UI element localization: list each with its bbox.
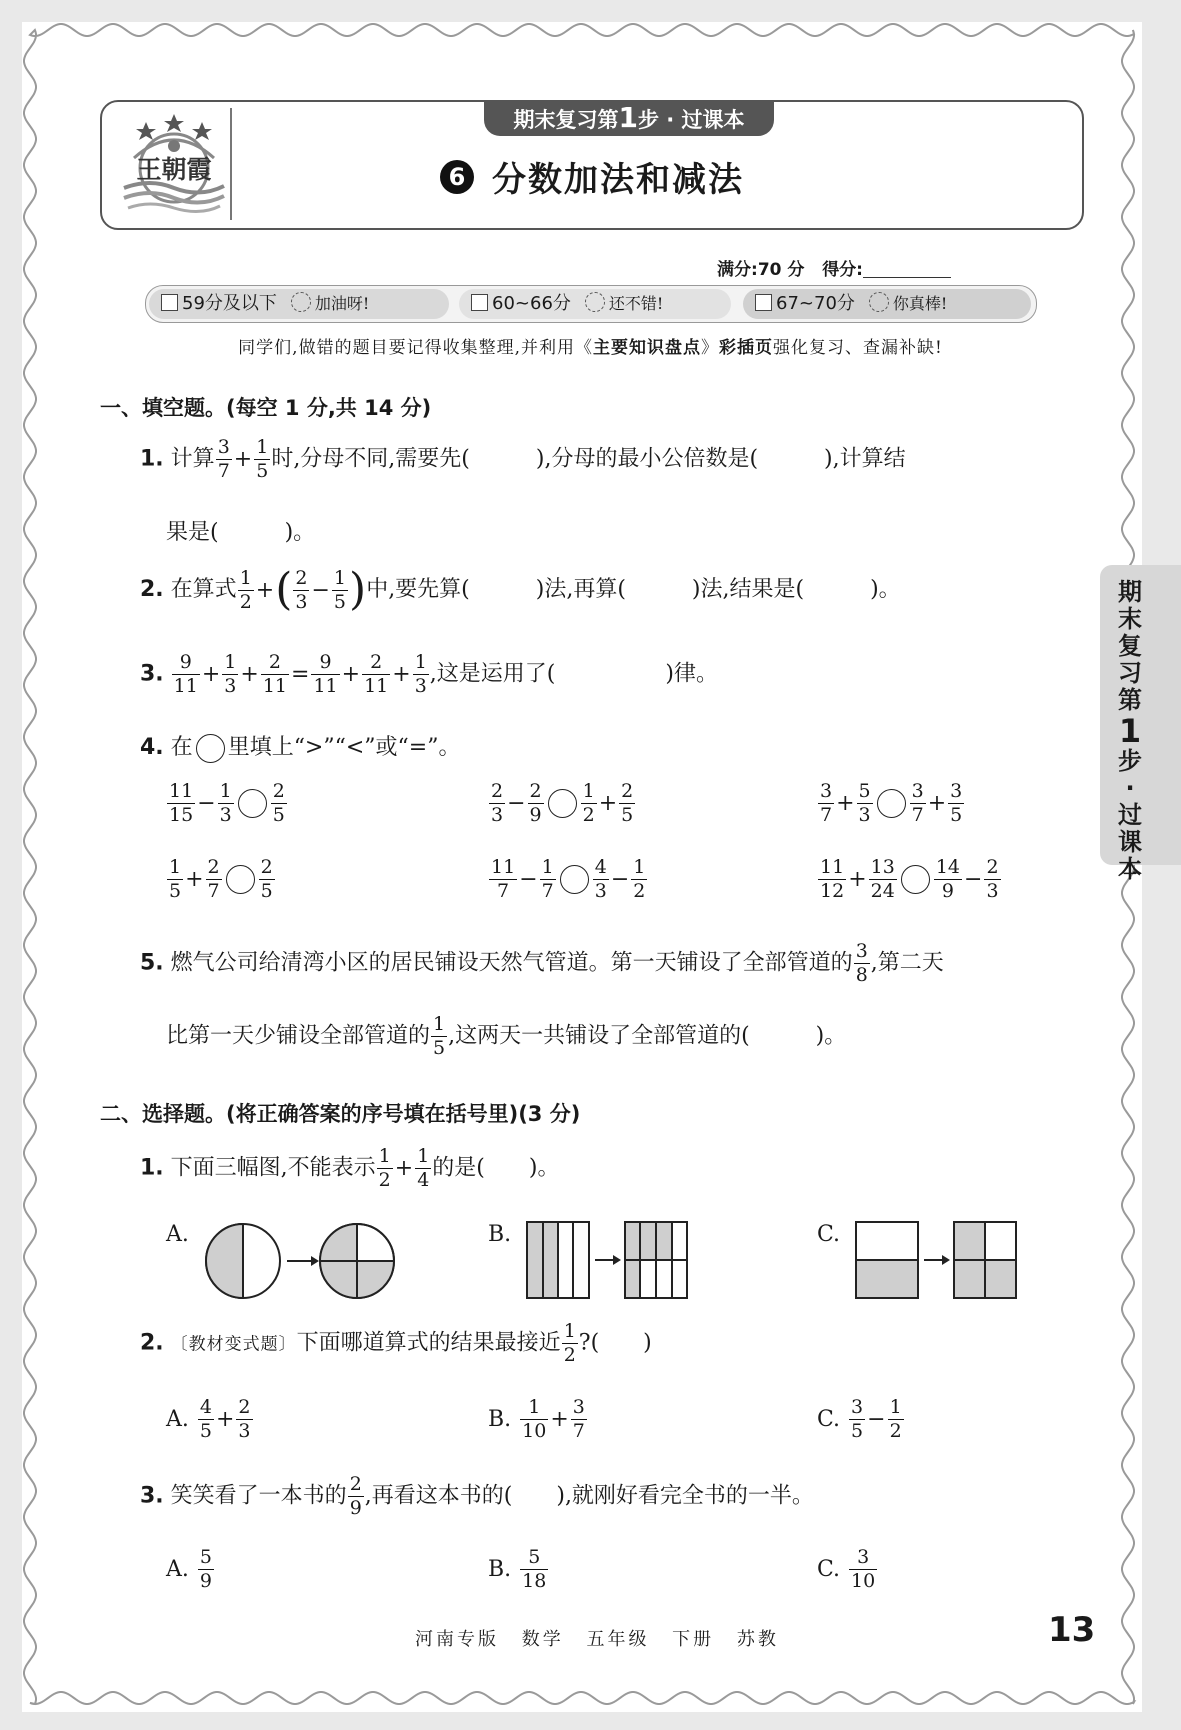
side-tab-review-step: [1100, 565, 1181, 883]
question-2-1: 1. 下面三幅图,不能表示 $\frac{1}{2}$ + $\frac{1}{4}$ 的是( )。: [140, 1145, 560, 1191]
side-tab-text: 期 末 复 习 第 1 步 · 过 课 本: [1118, 578, 1142, 883]
chapter-number-badge: 6: [440, 160, 474, 194]
answer-circle[interactable]: [226, 865, 255, 894]
question-1-5: 5. 燃气公司给清湾小区的居民铺设天然气管道。第一天铺设了全部管道的 $\frac{3}{8}$ ,第二天: [140, 940, 944, 986]
question-1-4: 4. 在 里填上“>”“<”或“=”。: [140, 730, 460, 763]
self-rating-bar: [145, 285, 1037, 323]
rating-low: 59分及以下 加油呀!: [149, 289, 449, 319]
rating-high: 67~70分 你真棒!: [743, 289, 1031, 319]
answer-circle[interactable]: [877, 789, 906, 818]
section-choice-title: 二、选择题。(将正确答案的序号填在括号里)(3 分): [100, 1102, 581, 1126]
q2-2-option-b[interactable]: B. $\frac{1}{10}$ + $\frac{3}{7}$: [488, 1396, 585, 1442]
answer-circle[interactable]: [548, 789, 577, 818]
chapter-header: [100, 100, 1084, 230]
rating-mid: 60~66分 还不错!: [459, 289, 731, 319]
comparison-item: $\frac{11}{15}$ − $\frac{1}{3}$ $\frac{2}{5}$: [169, 780, 285, 826]
review-step-banner: 期末复习第1步 · 过课本: [484, 100, 774, 136]
section-fill-blank-title: 一、填空题。(每空 1 分,共 14 分): [100, 396, 432, 420]
comparison-item: $\frac{1}{5}$ + $\frac{2}{7}$ $\frac{2}{5}$: [169, 856, 273, 902]
score-line: [717, 255, 951, 280]
answer-circle[interactable]: [560, 865, 589, 894]
option-c-label[interactable]: C.: [817, 1222, 841, 1247]
smiley-icon: [585, 292, 605, 312]
option-c-figure: [854, 1220, 1018, 1300]
q2-2-option-a[interactable]: A. $\frac{4}{5}$ + $\frac{2}{3}$: [166, 1396, 251, 1442]
blank-circle-icon: [196, 734, 225, 763]
q2-3-option-a[interactable]: A. $\frac{5}{9}$: [166, 1546, 212, 1592]
q2-2-option-c[interactable]: C. $\frac{3}{5}$ − $\frac{1}{2}$: [817, 1396, 902, 1442]
question-1-1: 1. 计算 $\frac{3}{7}$ + $\frac{1}{5}$ 时,分母不同,需要先( ),分母的最小公倍数是( ),计算结: [140, 436, 906, 482]
question-2-2: 2. 〔教材变式题〕下面哪道算式的结果最接近 $\frac{1}{2}$ ?( ): [140, 1320, 652, 1366]
comparison-item: $\frac{11}{7}$ − $\frac{1}{7}$ $\frac{4}{3}$ − $\frac{1}{2}$: [491, 856, 646, 902]
rating-checkbox[interactable]: [161, 294, 178, 311]
answer-circle[interactable]: [238, 789, 267, 818]
smiley-icon: [291, 292, 311, 312]
option-a-figure: [205, 1218, 405, 1304]
question-1-2: 2. 在算式 $\frac{1}{2}$ +( $\frac{2}{3}$ − $\frac{1}{5}$ )中,要先算( )法,再算( )法,结果是( )。: [140, 564, 901, 615]
comparison-item: $\frac{2}{3}$ − $\frac{2}{9}$ $\frac{1}{2}$ + $\frac{2}{5}$: [491, 780, 634, 826]
chapter-title: 分数加法和减法: [492, 160, 744, 200]
rating-checkbox[interactable]: [755, 294, 772, 311]
option-b-label[interactable]: B.: [488, 1222, 512, 1247]
smiley-icon: [869, 292, 889, 312]
textbook-variant-tag: 〔教材变式题〕: [170, 1334, 297, 1355]
comparison-item: $\frac{11}{12}$ + $\frac{13}{24}$ $\frac{14}{9}$ − $\frac{2}{3}$: [820, 856, 999, 902]
footer-edition: 河南专版 数学 五年级 下册 苏教: [415, 1629, 779, 1650]
chapter-title-row: [102, 152, 1082, 201]
svg-text:王朝霞: 王朝霞: [136, 155, 212, 184]
comparison-item: $\frac{3}{7}$ + $\frac{5}{3}$ $\frac{3}{7}$ + $\frac{3}{5}$: [820, 780, 963, 826]
q2-3-option-c[interactable]: C. $\frac{3}{10}$: [817, 1546, 876, 1592]
question-2-3: 3. 笑笑看了一本书的 $\frac{2}{9}$ ,再看这本书的( ),就刚好看完全书的一半。: [140, 1473, 814, 1519]
score-label: 得分:: [822, 260, 863, 280]
score-blank[interactable]: [863, 261, 951, 278]
question-1-5-line2: 比第一天少铺设全部管道的 $\frac{1}{5}$ ,这两天一共铺设了全部管道的( )。: [166, 1013, 847, 1059]
rating-checkbox[interactable]: [471, 294, 488, 311]
q2-3-option-b[interactable]: B. $\frac{5}{18}$: [488, 1546, 547, 1592]
option-b-figure: [525, 1220, 695, 1300]
page-number: 13: [1048, 1610, 1096, 1650]
question-1-3: 3. $\frac{9}{11}$ + $\frac{1}{3}$ + $\frac{2}{11}$ = $\frac{9}{11}$ + $\frac{2}{11}$ + $\frac{1}{3}$ ,这是运用了( )律。: [140, 651, 718, 697]
full-score: 满分:70 分: [717, 260, 805, 280]
question-1-1-line2: 果是( )。: [166, 520, 316, 545]
option-a-label[interactable]: A.: [166, 1222, 189, 1247]
answer-circle[interactable]: [901, 865, 930, 894]
study-tip: 同学们,做错的题目要记得收集整理,并利用《主要知识盘点》彩插页强化复习、查漏补缺!: [238, 338, 943, 358]
